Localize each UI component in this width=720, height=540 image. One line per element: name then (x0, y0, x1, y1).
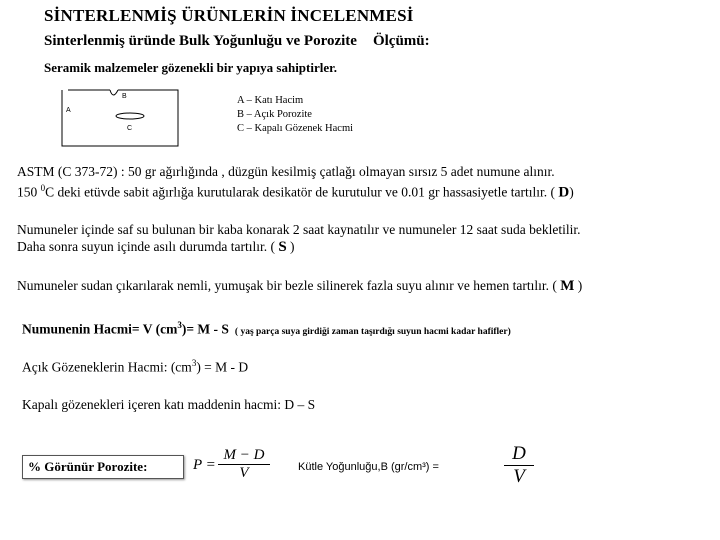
bulk-density-fraction (504, 443, 534, 488)
intro-text: Seramik malzemeler gözenekli bir yapıya sahiptirler. (44, 60, 337, 75)
bulk-density-numerator: D (512, 443, 526, 464)
bulk-density-label: Kütle Yoğunluğu,B (gr/cm³) = (298, 461, 439, 473)
closed-pore-shape (116, 113, 144, 119)
paragraph-boiling (17, 221, 580, 256)
closed-pore-volume: Kapalı gözenekleri içeren katı maddenin hacmi: D – S (22, 397, 316, 412)
porosity-lhs: P = (193, 457, 216, 473)
open-pore-channel (110, 90, 118, 95)
paragraph-line: Daha sonra suyun içinde asılı durumda tartılır. ( S ) (17, 239, 295, 255)
volume-note: ( yaş parça suya girdiği zaman taşırdığı suyun hacmi kadar hafifler) (234, 326, 511, 337)
weight-symbol-d: D (558, 184, 570, 201)
porosity-label: % Görünür Porozite: (28, 459, 148, 474)
paragraph-line: Numuneler içinde saf su bulunan bir kaba konarak 2 saat kaynatılır ve numuneler 12 saat suda bekletilir. (17, 222, 581, 237)
volume-formula: Numunenin Hacmi= V $(cm^3)= M - S$ ( yaş parça suya girdiği zaman taşırdığı suyun hacmi kadar hafifler) (22, 320, 511, 337)
legend-item-b: B – Açık Porozite (237, 109, 312, 120)
porosity-numerator: M − D (223, 447, 265, 463)
legend-item-c: C – Kapalı Gözenek Hacmi (237, 123, 354, 134)
weight-symbol-s: S (278, 239, 287, 255)
subtitle-part1: Sinterlenmiş üründe Bulk Yoğunluğu ve Porozite (44, 33, 357, 49)
legend-item-a: A – Katı Hacim (237, 95, 304, 106)
subtitle-part2: Ölçümü: (372, 33, 430, 49)
subtitle (44, 33, 430, 50)
paragraph-line: 150 $^0$C deki etüvde sabit ağırlığa kurutularak desikatör de kurutulur ve 0.01 gr hassasiyetle tartılır. ( D) (17, 183, 574, 201)
diagram-label-c: C (127, 125, 133, 132)
bulk-density-denominator: V (513, 466, 525, 487)
weight-symbol-m: M (560, 278, 575, 294)
porosity-label-box (22, 455, 184, 479)
diagram-label-a: A (66, 107, 71, 114)
porosity-denominator: V (239, 465, 249, 481)
porosity-fraction (218, 447, 270, 482)
pore-diagram (60, 86, 190, 148)
page-title: SİNTERLENMİŞ ÜRÜNLERİN İNCELENMESİ (44, 6, 414, 25)
open-pore-volume: Açık Gözeneklerin Hacmi: $(cm^3) = M - D$ (22, 358, 249, 375)
paragraph-line: ASTM (C 373-72) : 50 gr ağırlığında , düzgün kesilmiş çatlağı olmayan sırsız 5 adet numune alınır. (17, 164, 555, 179)
paragraph-wet-weight: Numuneler sudan çıkarılarak nemli, yumuşak bir bezle silinerek fazla suyu alınır ve hemen tartılır. ( M ) (17, 278, 583, 294)
paragraph-sample-prep (17, 163, 574, 202)
diagram-label-b: B (122, 93, 127, 100)
